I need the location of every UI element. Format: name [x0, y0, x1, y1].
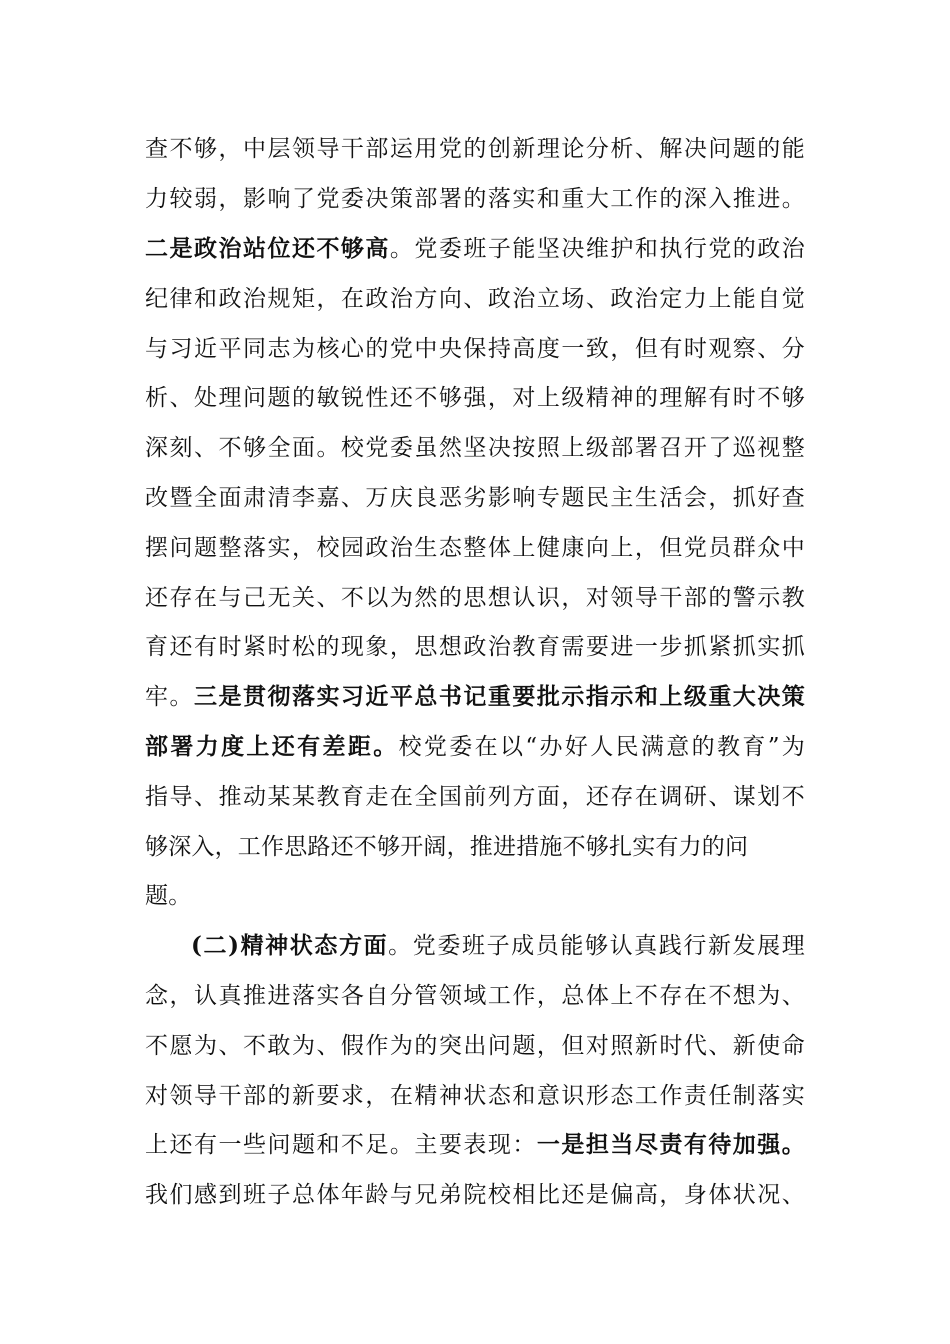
bold-heading-text: 二是政治站位还不够高 — [145, 235, 390, 262]
body-text: 纪律和政治规矩，在政治方向、政治立场、政治定力上能自觉 — [145, 286, 805, 312]
body-text: 够深入，工作思路还不够开阔，推进措施不够扎实有力的问 — [145, 834, 749, 860]
paragraph-line — [145, 578, 805, 618]
paragraph-line — [145, 179, 805, 219]
paragraph-line — [145, 129, 805, 169]
body-text: 指导、推动某某教育走在全国前列方面，还存在调研、谋划不 — [145, 784, 805, 810]
body-text: 改暨全面肃清李嘉、万庆良恶劣影响专题民主生活会，抓好查 — [145, 485, 805, 511]
paragraph-line — [145, 926, 805, 966]
paragraph-line — [145, 677, 805, 717]
bold-heading-text: 部署力度上还有差距。 — [145, 733, 399, 760]
body-text: 对领导干部的新要求，在精神状态和意识形态工作责任制落实 — [145, 1083, 805, 1109]
paragraph-line — [145, 279, 805, 319]
paragraph-line — [145, 627, 805, 667]
paragraph-line — [145, 876, 805, 916]
paragraph-line — [145, 727, 805, 767]
paragraph-line — [145, 777, 805, 817]
body-text: 上还有一些问题和不足。主要表现： — [145, 1132, 537, 1158]
body-text: 与习近平同志为核心的党中央保持高度一致，但有时观察、分 — [145, 336, 805, 362]
paragraph-line — [145, 1076, 805, 1116]
body-text: 还存在与己无关、不以为然的思想认识，对领导干部的警示教 — [145, 585, 805, 611]
body-text: 查不够，中层领导干部运用党的创新理论分析、解决问题的能 — [145, 136, 805, 162]
body-text: 。党委班子能坚决维护和执行党的政治 — [389, 236, 805, 262]
bold-heading-text: 三是贯彻落实习近平总书记重要批示指示和上级重大决策 — [193, 683, 805, 710]
paragraph-line — [145, 229, 805, 269]
body-text: 我们感到班子总体年龄与兄弟院校相比还是偏高，身体状况、 — [145, 1182, 805, 1208]
paragraph-line — [145, 329, 805, 369]
paragraph-line — [145, 827, 805, 867]
bold-heading-text: 一是担当尽责有待加强。 — [536, 1131, 805, 1158]
body-text: 题。 — [145, 883, 192, 909]
paragraph-line — [145, 478, 805, 518]
paragraph-line — [145, 528, 805, 568]
body-text: 念，认真推进落实各自分管领域工作，总体上不存在不想为、 — [145, 983, 805, 1009]
paragraph-line — [145, 1175, 805, 1215]
paragraph-line — [145, 428, 805, 468]
body-text: 不愿为、不敢为、假作为的突出问题，但对照新时代、新使命 — [145, 1033, 805, 1059]
paragraph-line — [145, 1125, 805, 1165]
paragraph-line — [145, 378, 805, 418]
body-text: 育还有时紧时松的现象，思想政治教育需要进一步抓紧抓实抓 — [145, 634, 805, 660]
body-text: 深刻、不够全面。校党委虽然坚决按照上级部署召开了巡视整 — [145, 435, 805, 461]
body-text: 校党委在以“办好人民满意的教育”为 — [398, 734, 806, 760]
bold-heading-text: (二)精神状态方面 — [191, 932, 389, 959]
body-text: 析、处理问题的敏锐性还不够强，对上级精神的理解有时不够 — [145, 385, 805, 411]
body-text: 。党委班子成员能够认真践行新发展理 — [388, 933, 805, 959]
body-text: 牢。 — [145, 684, 194, 710]
body-text: 力较弱，影响了党委决策部署的落实和重大工作的深入推进。 — [145, 186, 805, 212]
body-text: 摆问题整落实，校园政治生态整体上健康向上，但党员群众中 — [145, 535, 805, 561]
paragraph-line — [145, 1026, 805, 1066]
paragraph-line — [145, 976, 805, 1016]
